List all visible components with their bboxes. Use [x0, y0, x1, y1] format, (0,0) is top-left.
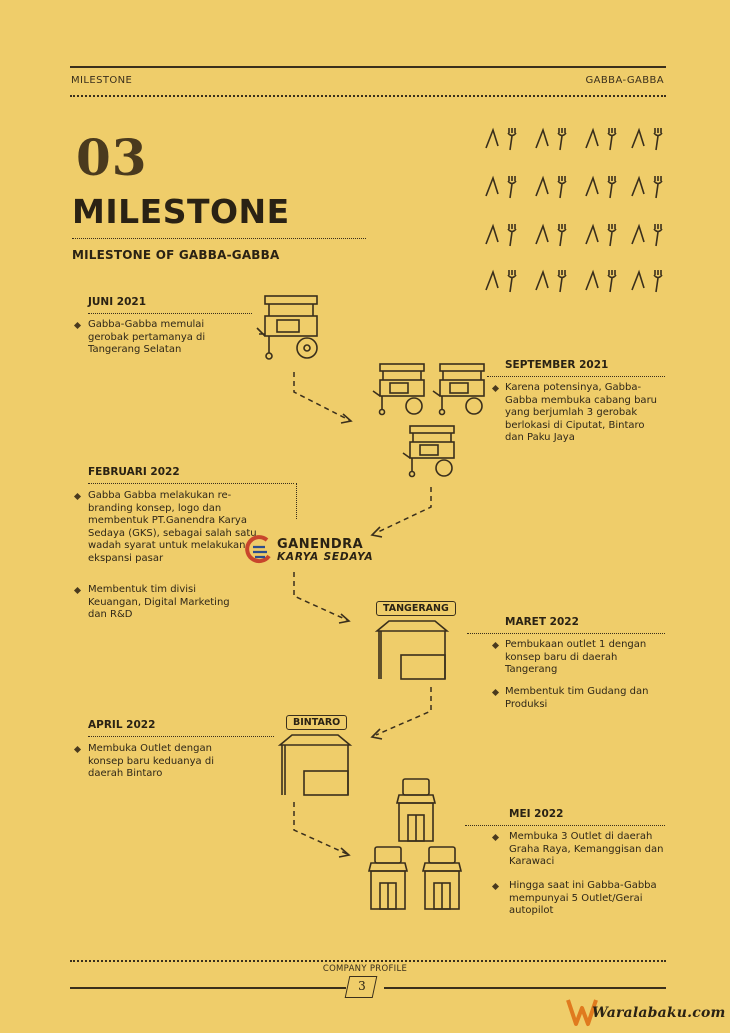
milestone-1-rule [88, 313, 252, 314]
bullet-icon [74, 322, 81, 329]
milestone-date-mei-2022: MEI 2022 [509, 808, 564, 820]
milestone-date-apr-2022: APRIL 2022 [88, 719, 156, 731]
food-carts-icon [370, 360, 485, 485]
bullet-icon [492, 883, 499, 890]
milestone-2-rule [487, 376, 665, 377]
outlet-tent-icon [276, 729, 356, 799]
milestone-6-rule [465, 825, 665, 826]
header-right-label: GABBA-GABBA [585, 75, 664, 86]
bullet-icon [74, 587, 81, 594]
footer-rule-left [70, 987, 346, 989]
title-dotted-rule [72, 238, 366, 239]
location-tag-bintaro: BINTARO [286, 715, 347, 730]
milestone-3-rule [88, 483, 294, 484]
milestone-date-sep-2021: SEPTEMBER 2021 [505, 359, 609, 371]
connector-arrow [285, 370, 365, 430]
milestone-date-jun-2021: JUNI 2021 [88, 296, 147, 308]
bullet-icon [492, 642, 499, 649]
milestone-3-item-2: Membentuk tim divisi Keuangan, Digital Marketing dan R&D [88, 584, 230, 620]
connector-arrow [360, 685, 440, 745]
page-number: 3 [358, 979, 366, 993]
footer-rule-right [384, 987, 666, 989]
header-left-label: MILESTONE [71, 75, 133, 86]
bullet-icon [74, 493, 81, 500]
milestone-6-item-2: Hingga saat ini Gabba-Gabba mempunyai 5 Outlet/Gerai autopilot [509, 880, 657, 916]
section-number: 03 [76, 128, 148, 187]
milestone-6-item-1: Membuka 3 Outlet di daerah Graha Raya, Kemanggisan dan Karawaci [509, 831, 664, 867]
milestone-4-item-2: Membentuk tim Gudang dan Produksi [505, 686, 649, 710]
connector-arrow [285, 570, 365, 630]
page-subtitle: MILESTONE OF GABBA-GABBA [72, 248, 280, 262]
logo-line-2: KARYA SEDAYA [277, 551, 374, 563]
milestone-3-item-1: Gabba Gabba melakukan re-branding konsep, logo dan membentuk PT.Ganendra Karya Sedaya (GKS), sebagai salah satu wadah syarat untuk melakukan ekspansi pasar [88, 490, 257, 564]
bullet-icon [74, 746, 81, 753]
milestone-4-item-1: Pembukaan outlet 1 dengan konsep baru di daerah Tangerang [505, 639, 647, 675]
header-top-rule [70, 66, 666, 68]
bullet-icon [492, 689, 499, 696]
bullet-icon [492, 385, 499, 392]
outlet-tent-icon [373, 615, 453, 685]
milestone-2-item-1: Karena potensinya, Gabba-Gabba membuka cabang baru yang berjumlah 3 gerobak berlokasi di Ciputat, Bintaro dan Paku Jaya [505, 382, 658, 443]
watermark-text: Waralabaku.com [592, 1005, 726, 1021]
footer-label: COMPANY PROFILE [322, 964, 408, 974]
bullet-icon [492, 834, 499, 841]
connector-arrow [285, 800, 365, 860]
outlet-buildings-icon [365, 775, 475, 915]
footer-dotted-rule [70, 960, 666, 962]
location-tag-tangerang: TANGERANG [376, 601, 456, 616]
milestone-5-rule [88, 736, 274, 737]
ganendra-logo-icon [245, 535, 275, 565]
logo-line-1: GANENDRA [277, 537, 364, 552]
page-title: MILESTONE [72, 192, 290, 231]
milestone-date-feb-2022: FEBRUARI 2022 [88, 466, 180, 478]
header-dotted-rule [70, 95, 666, 97]
milestone-date-mar-2022: MARET 2022 [505, 616, 579, 628]
food-cart-icon [255, 292, 325, 362]
milestone-1-item-1: Gabba-Gabba memulai gerobak pertamanya di Tangerang Selatan [88, 319, 206, 355]
utensil-pattern-icon [480, 118, 680, 308]
milestone-3-vrule [296, 483, 297, 519]
connector-arrow [360, 485, 440, 545]
milestone-5-item-1: Membuka Outlet dengan konsep baru keduanya di daerah Bintaro [88, 743, 214, 779]
milestone-4-rule [467, 633, 665, 634]
